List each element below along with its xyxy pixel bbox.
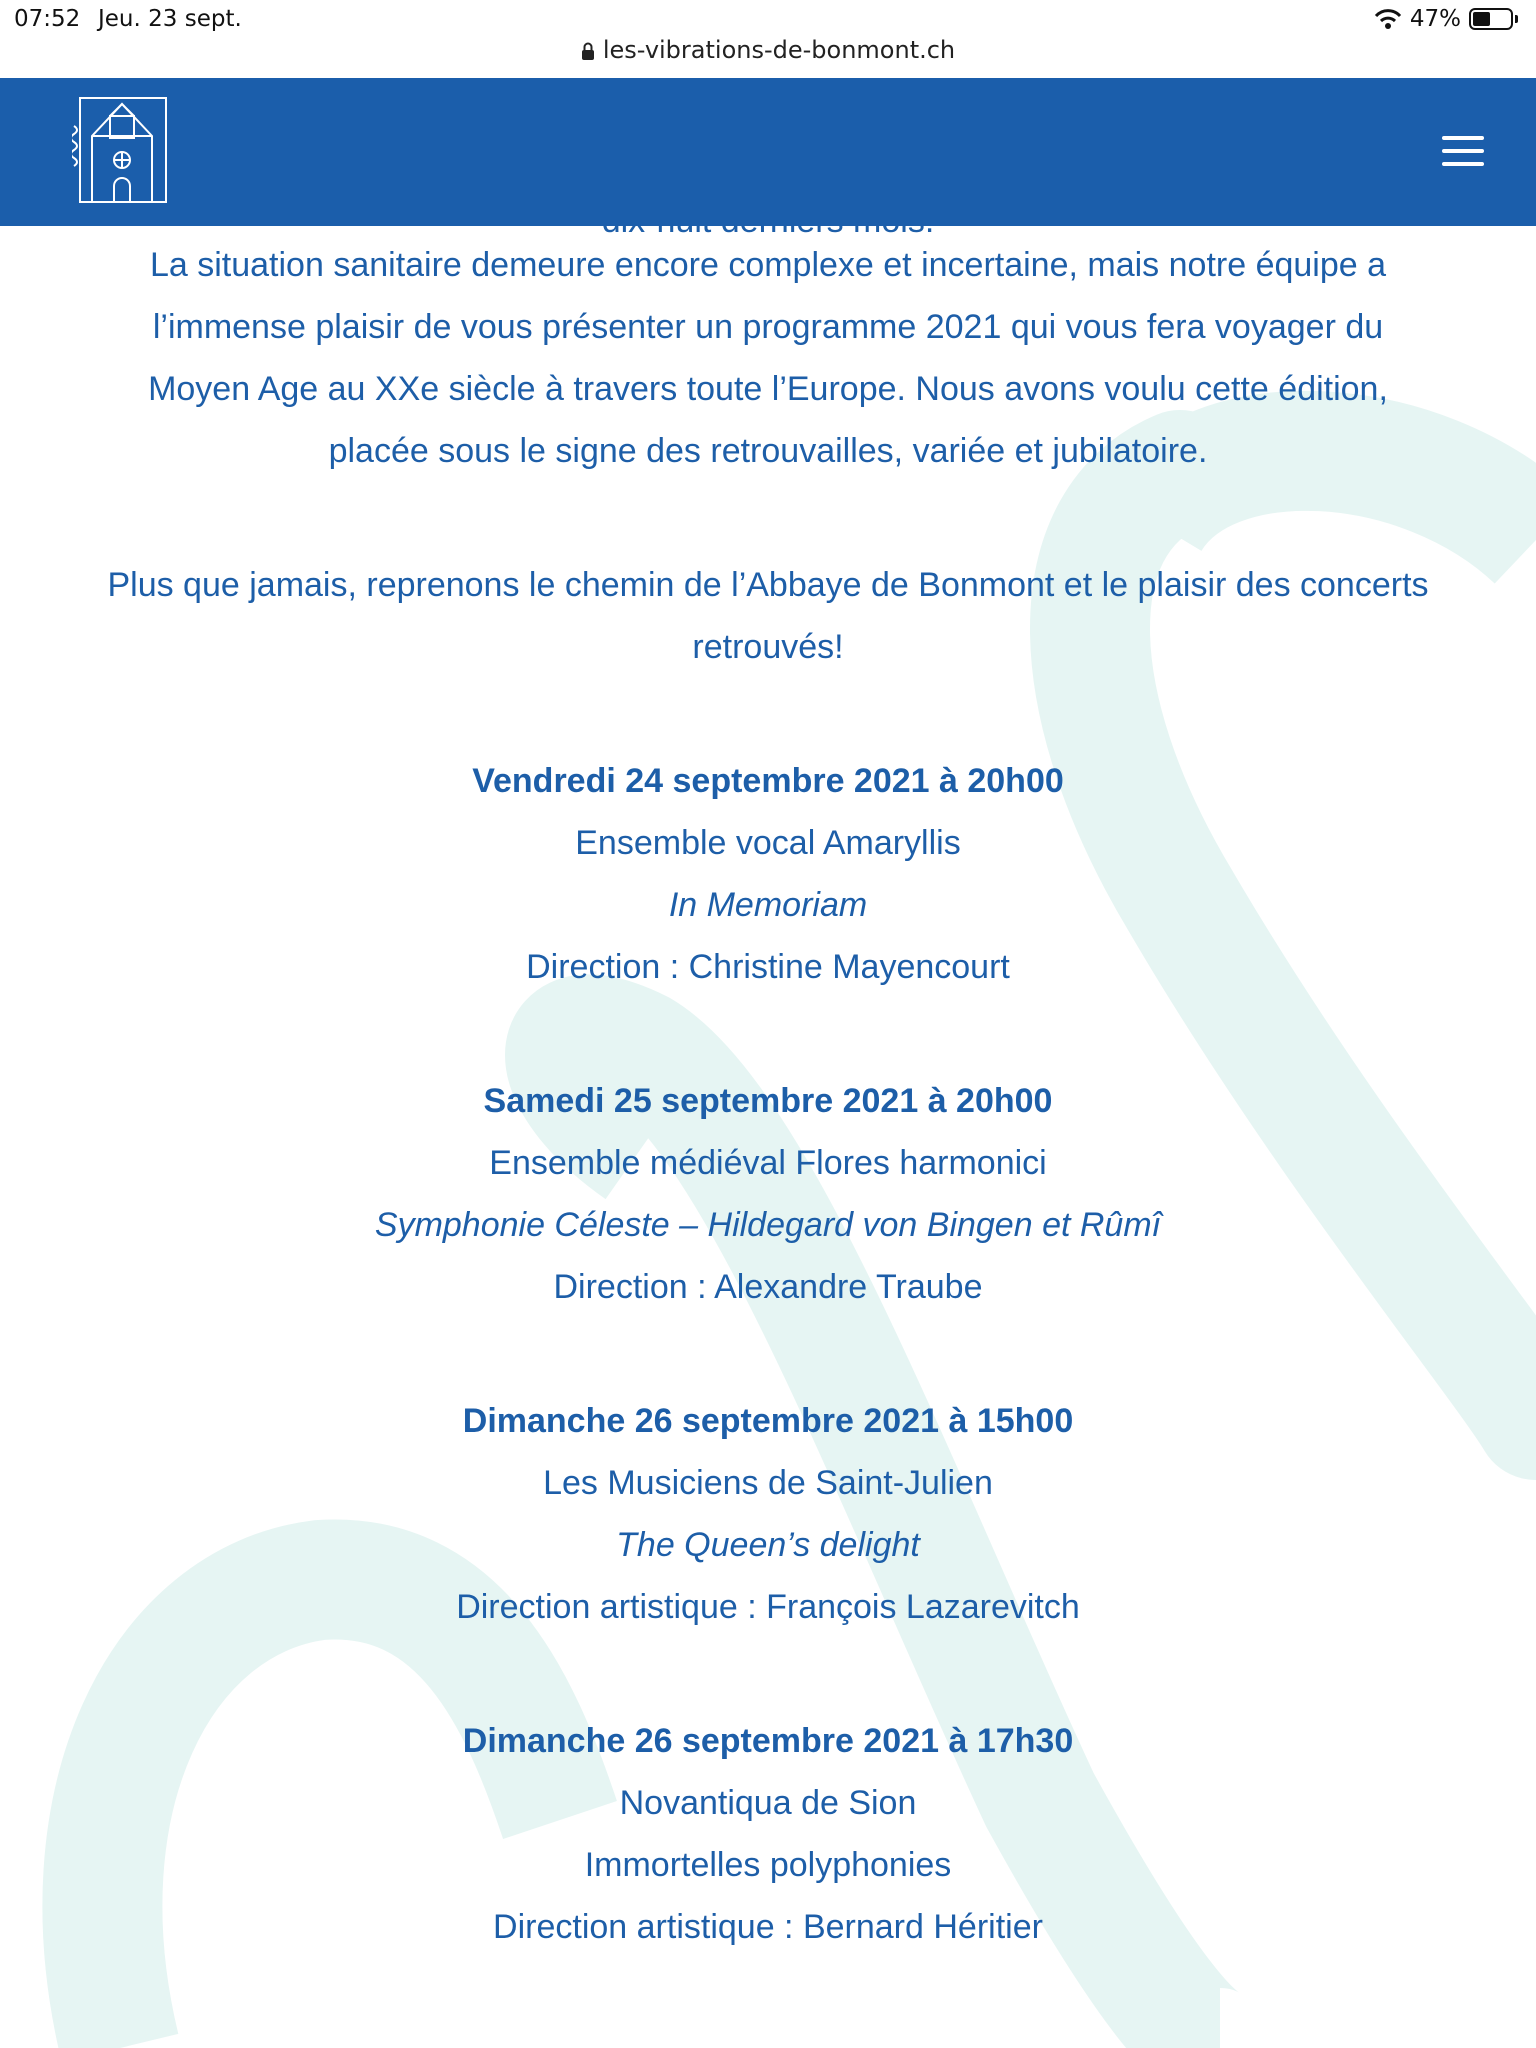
main-content [0, 210, 1536, 2030]
closing-line: retrouvés! [692, 628, 844, 666]
battery-tip [1515, 15, 1518, 23]
event-date: Dimanche 26 septembre 2021 à 17h30 [462, 1722, 1074, 1760]
event-item [0, 1710, 1536, 1958]
event-work: Symphonie Céleste – Hildegard von Bingen et Rûmî [374, 1206, 1162, 1244]
wifi-icon [1374, 8, 1402, 30]
event-ensemble: Ensemble médiéval Flores harmonici [489, 1144, 1047, 1182]
closing-paragraph [0, 554, 1536, 678]
status-indicators [1374, 6, 1518, 32]
address-bar[interactable] [0, 36, 1536, 64]
event-item [0, 1070, 1536, 1318]
battery-icon [1469, 8, 1513, 30]
url-text: les-vibrations-de-bonmont.ch [602, 36, 956, 64]
menu-button[interactable] [1442, 136, 1484, 166]
intro-line: Moyen Age au XXe siècle à travers toute l’Europe. Nous avons voulu cette édition, [148, 370, 1388, 408]
event-date: Vendredi 24 septembre 2021 à 20h00 [472, 762, 1064, 800]
intro-line: placée sous le signe des retrouvailles, variée et jubilatoire. [328, 432, 1208, 470]
event-direction: Direction : Alexandre Traube [553, 1268, 983, 1306]
abbey-logo[interactable] [72, 96, 172, 206]
status-date: Jeu. 23 sept. [98, 6, 242, 32]
intro-paragraph [0, 234, 1536, 482]
lock-icon [581, 42, 595, 60]
menu-bar-1 [1442, 136, 1484, 140]
event-ensemble: Les Musiciens de Saint-Julien [543, 1464, 993, 1502]
event-ensemble: Ensemble vocal Amaryllis [575, 824, 961, 862]
event-date: Samedi 25 septembre 2021 à 20h00 [483, 1082, 1053, 1120]
menu-bar-2 [1442, 149, 1484, 153]
event-direction: Direction artistique : Bernard Héritier [493, 1908, 1043, 1946]
event-direction: Direction artistique : François Lazarevitch [456, 1588, 1080, 1626]
status-time: 07:52 [14, 6, 81, 32]
site-header [0, 78, 1536, 226]
event-item [0, 1390, 1536, 1638]
event-item [0, 750, 1536, 998]
event-date: Dimanche 26 septembre 2021 à 15h00 [462, 1402, 1074, 1440]
event-direction: Direction : Christine Mayencourt [526, 948, 1010, 986]
status-bar [0, 0, 1536, 78]
event-work: The Queen’s delight [616, 1526, 920, 1564]
event-work: In Memoriam [668, 886, 868, 924]
event-ensemble: Novantiqua de Sion [619, 1784, 917, 1822]
closing-line: Plus que jamais, reprenons le chemin de l’Abbaye de Bonmont et le plaisir des concerts [107, 566, 1429, 604]
intro-line: l’immense plaisir de vous présenter un programme 2021 qui vous fera voyager du [152, 308, 1384, 346]
event-work: Immortelles polyphonies [584, 1846, 952, 1884]
menu-bar-3 [1442, 162, 1484, 166]
battery-percentage: 47% [1409, 6, 1461, 32]
intro-line: La situation sanitaire demeure encore complexe et incertaine, mais notre équipe a [149, 246, 1387, 284]
